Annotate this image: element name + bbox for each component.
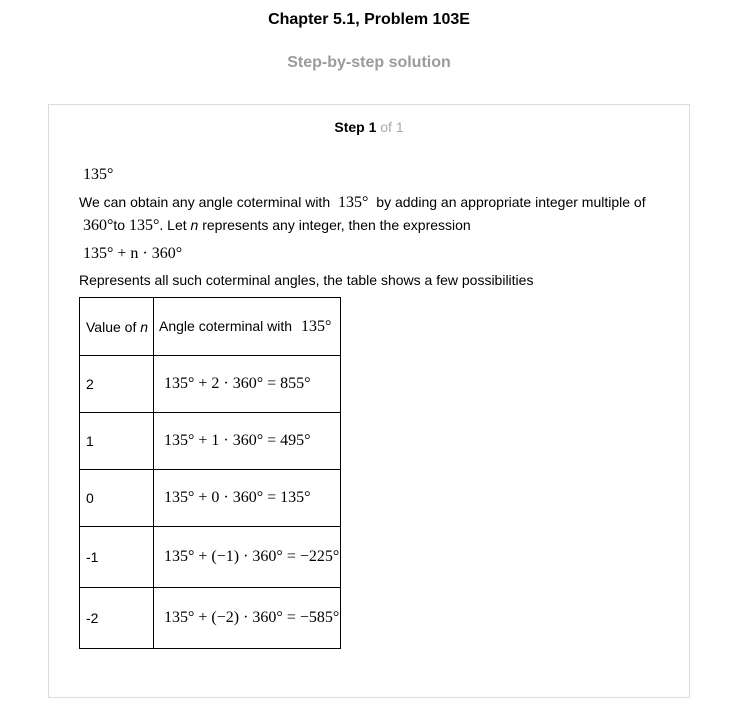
coterminal-table — [79, 297, 341, 649]
paragraph-1-angle: 135° — [338, 194, 369, 211]
expression-cell — [154, 413, 341, 470]
expression-cell — [154, 470, 341, 527]
n-cell: 0 — [80, 470, 154, 527]
header-n: n — [140, 318, 149, 335]
expression-cell — [154, 588, 341, 649]
expression-line — [83, 244, 182, 263]
paragraph-2-angle-360: 360° — [83, 217, 114, 234]
header-angle-label: Angle coterminal with — [159, 317, 293, 334]
page-title: Chapter 5.1, Problem 103E — [268, 11, 470, 28]
expression-cell — [154, 527, 341, 588]
table-row — [80, 470, 341, 527]
n-cell: -2 — [80, 588, 154, 649]
paragraph-2 — [83, 216, 471, 235]
header-cell-angle — [154, 298, 341, 356]
paragraph-1 — [79, 193, 646, 212]
step-of-total: of 1 — [380, 119, 404, 135]
given-angle-line — [83, 165, 113, 184]
step-label: Step 1 — [334, 119, 377, 135]
paragraph-2-angle-135: 135° — [128, 217, 160, 234]
paragraph-2-text-c: represents any integer, then the expression — [202, 217, 471, 233]
solution-card — [48, 104, 690, 698]
table-row — [80, 413, 341, 470]
expression-value: 135° + 0 · 360° = 135° — [164, 489, 311, 506]
paragraph-1-text-a: We can obtain any angle coterminal with — [79, 194, 331, 210]
header-angle-math: 135° — [300, 317, 332, 335]
paragraph-2-n: n — [190, 217, 199, 233]
paragraph-2-to: to — [113, 217, 126, 233]
paragraph-3: Represents all such coterminal angles, the table shows a few possibilities — [79, 272, 534, 288]
table-row — [80, 356, 341, 413]
n-cell: -1 — [80, 527, 154, 588]
step-header — [49, 119, 689, 135]
solution-subtitle: Step-by-step solution — [287, 54, 451, 71]
table-row — [80, 527, 341, 588]
paragraph-1-text-b: by adding an appropriate integer multiple of — [376, 194, 646, 210]
given-angle: 135° — [83, 166, 114, 183]
paragraph-2-text-b: . Let — [159, 217, 187, 233]
header-value-of: Value of — [86, 318, 137, 335]
expression-value: 135° + (−2) · 360° = −585° — [164, 609, 340, 626]
n-cell: 2 — [80, 356, 154, 413]
header-cell-n — [80, 298, 154, 356]
expression-cell — [154, 356, 341, 413]
general-expression: 135° + n · 360° — [83, 245, 183, 262]
n-cell: 1 — [80, 413, 154, 470]
expression-value: 135° + (−1) · 360° = −225° — [164, 548, 340, 565]
table-header-row — [80, 298, 341, 356]
expression-value: 135° + 2 · 360° = 855° — [164, 375, 311, 392]
table-row — [80, 588, 341, 649]
expression-value: 135° + 1 · 360° = 495° — [164, 432, 311, 449]
